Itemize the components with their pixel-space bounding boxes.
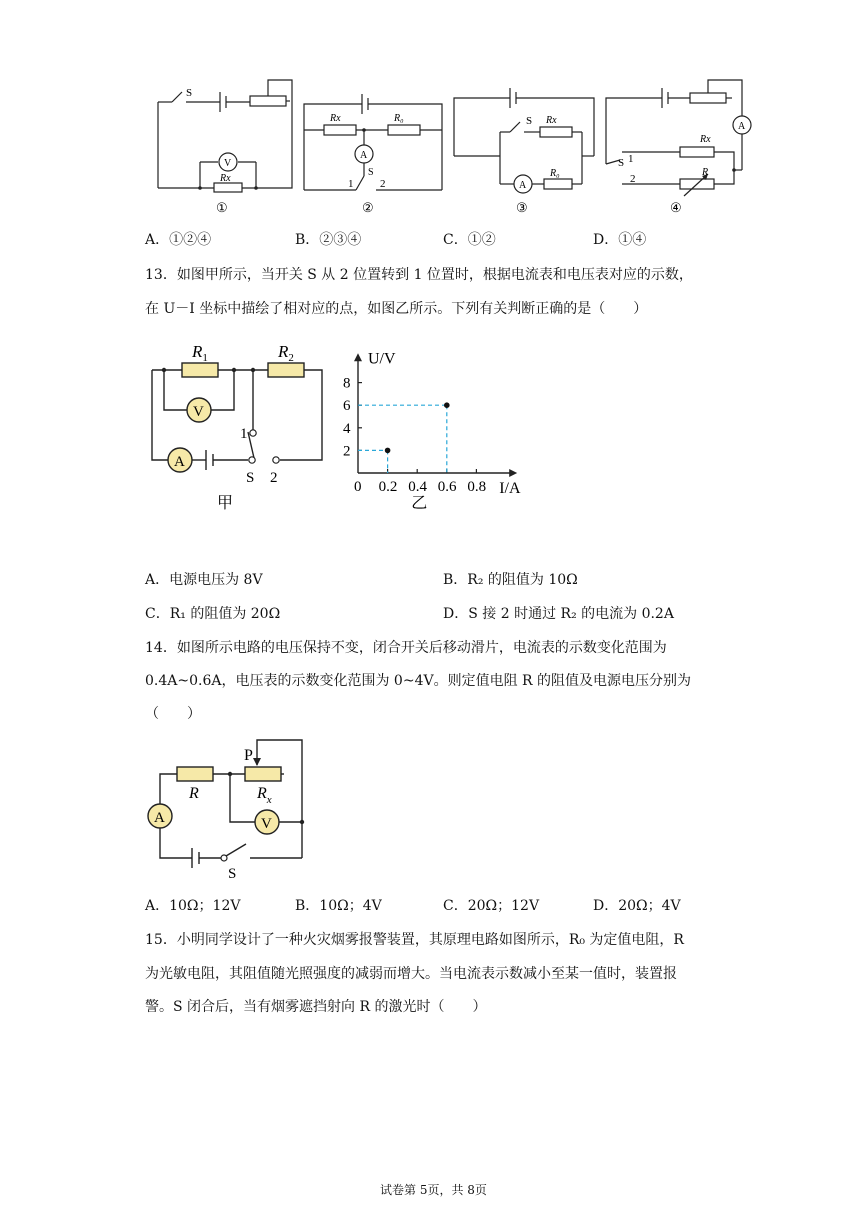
y-axis-label: U/V	[368, 350, 396, 368]
y-tick-label: 8	[343, 375, 351, 392]
ammeter-label: A	[154, 810, 165, 826]
q12-figure-4	[600, 74, 766, 220]
switch-label: S	[186, 87, 193, 99]
rx-label: Rx	[220, 173, 231, 184]
y-axis-arrow	[354, 353, 362, 361]
rx-label: $R_x$	[257, 785, 272, 806]
page-footer: 试卷第 5页，共 8页	[380, 1183, 487, 1197]
figure-number: ①	[216, 200, 228, 215]
position-2: 2	[270, 470, 278, 486]
data-point	[444, 402, 450, 408]
position-1: 1	[628, 153, 634, 165]
x-tick-label: 0.6	[437, 479, 457, 495]
ammeter-label: A	[360, 150, 368, 161]
q14-option-a: A．10Ω；12V	[145, 898, 241, 914]
position-2: 2	[630, 173, 636, 185]
q13-figure-jia	[140, 330, 340, 524]
q12-option-c: C．①②	[443, 232, 496, 248]
q12-figure-1	[150, 68, 300, 220]
ammeter-label: A	[738, 121, 746, 132]
voltmeter-label: V	[261, 816, 272, 832]
switch-label: S	[618, 157, 625, 169]
q14-figure	[140, 732, 330, 886]
q13-figure-yi	[340, 330, 540, 524]
r1-label: $R_1$	[192, 342, 208, 364]
q12-option-d: D．①④	[593, 232, 647, 248]
q12-option-b: B．②③④	[295, 232, 362, 248]
x-tick-label: 0	[354, 479, 362, 495]
switch-label: S	[228, 866, 237, 882]
figure-number: ②	[362, 200, 374, 215]
q15-stem-line3: 警。S 闭合后，当有烟雾遮挡射向 R 的激光时（ ）	[145, 999, 487, 1015]
caption-yi: 乙	[411, 495, 428, 512]
x-tick-label: 0.2	[378, 479, 398, 495]
y-tick-label: 4	[343, 420, 351, 437]
slider-p-label: P	[244, 747, 253, 764]
switch-label: S	[246, 470, 255, 486]
rx-label: Rx	[330, 113, 341, 124]
q13-option-d: D．S 接 2 时通过 R₂ 的电流为 0.2A	[443, 606, 674, 622]
switch-label: S	[368, 167, 374, 178]
y-tick-label: 6	[343, 398, 351, 415]
q14-option-c: C．20Ω；12V	[443, 898, 540, 914]
voltmeter-label: V	[224, 158, 232, 169]
q13-option-a: A．电源电压为 8V	[145, 572, 263, 588]
q15-stem-line1: 15．小明同学设计了一种火灾烟雾报警装置，其原理电路如图所示，R₀ 为定值电阻，R	[145, 932, 684, 948]
r0-label: R₀	[394, 113, 404, 124]
figure-number: ③	[516, 200, 528, 215]
q15-stem-line2: 为光敏电阻，其阻值随光照强度的减弱而增大。当电流表示数减小至某一值时，装置报	[145, 966, 677, 982]
voltmeter-label: V	[193, 404, 204, 420]
q14-option-d: D．20Ω；4V	[593, 898, 681, 914]
switch-label: S	[526, 115, 533, 127]
rx-label: Rx	[546, 115, 557, 126]
position-1: 1	[240, 426, 248, 442]
x-tick-label: 0.8	[467, 479, 487, 495]
r0-label: R₀	[550, 168, 560, 179]
ammeter-label: A	[174, 454, 185, 470]
q12-figure-3	[450, 80, 598, 220]
r-label: R	[702, 167, 709, 178]
x-axis-label: I/A	[499, 480, 521, 497]
rx-label: Rx	[700, 134, 711, 145]
r-label: R	[189, 785, 199, 802]
q13-option-c: C．R₁ 的阻值为 20Ω	[145, 606, 281, 622]
q13-option-b: B．R₂ 的阻值为 10Ω	[443, 572, 578, 588]
x-axis-arrow	[509, 469, 517, 477]
q14-stem-line2: 0.4A~0.6A，电压表的示数变化范围为 0~4V。则定值电阻 R 的阻值及电源电压分别为	[145, 673, 692, 689]
q14-option-b: B．10Ω；4V	[295, 898, 382, 914]
ammeter-label: A	[519, 180, 527, 191]
data-point	[385, 448, 391, 454]
figure-number: ④	[670, 200, 682, 215]
q12-figure-2	[300, 80, 446, 220]
caption-jia: 甲	[217, 495, 234, 512]
q13-stem-line2: 在 U－I 坐标中描绘了相对应的点，如图乙所示。下列有关判断正确的是（ ）	[145, 301, 648, 317]
position-1: 1	[348, 178, 354, 190]
q14-stem-line3: （ ）	[145, 706, 201, 722]
position-2: 2	[380, 178, 386, 190]
y-tick-label: 2	[343, 443, 351, 460]
q12-option-a: A．①②④	[145, 232, 212, 248]
q14-stem-line1: 14．如图所示电路的电压保持不变，闭合开关后移动滑片，电流表的示数变化范围为	[145, 640, 667, 656]
x-tick-label: 0.4	[408, 479, 427, 495]
q13-stem-line1: 13．如图甲所示，当开关 S 从 2 位置转到 1 位置时，根据电流表和电压表对应的示数，	[145, 267, 693, 283]
r2-label: $R_2$	[278, 342, 294, 364]
